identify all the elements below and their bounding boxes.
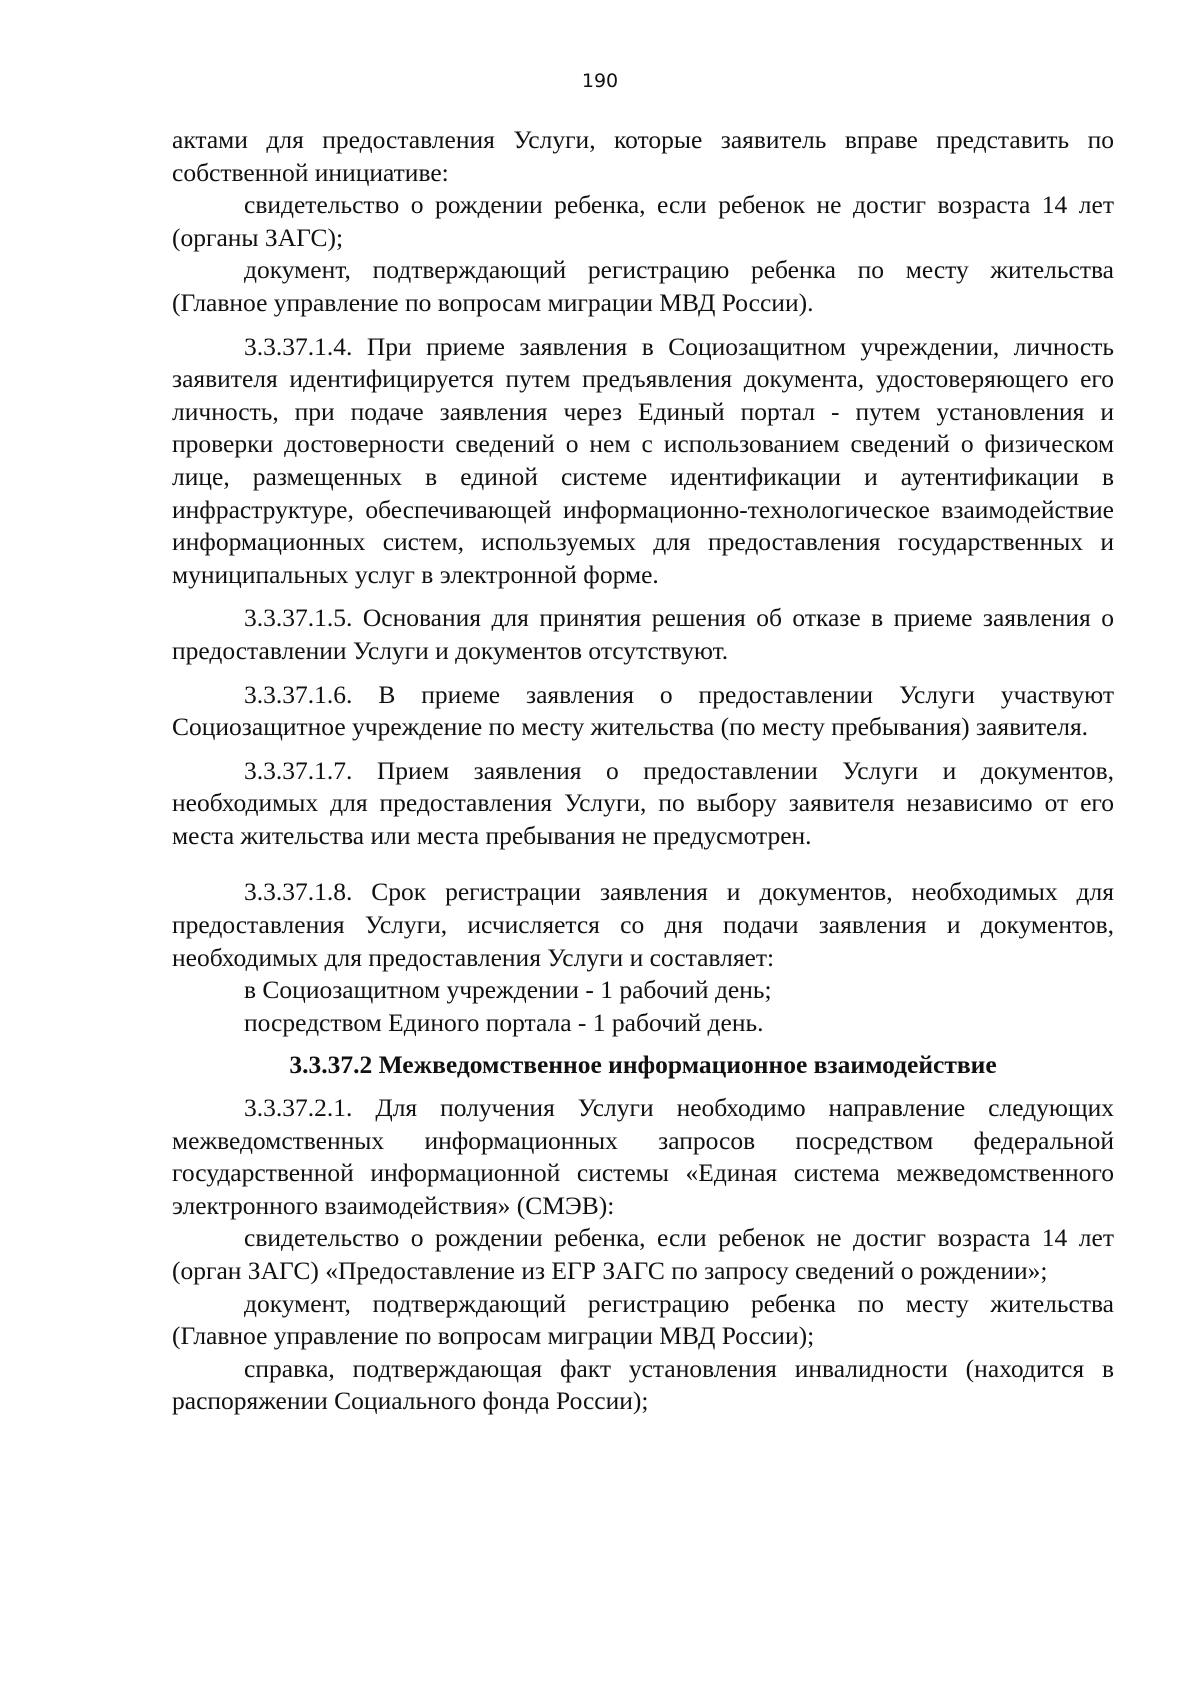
paragraph-3-3-37-1-7: 3.3.37.1.7. Прием заявления о предоставлении Услуги и документов, необходимых для предоставления Услуги, по выбору заявителя независимо от его места жительства или места пребывания не предусмотрен.: [172, 755, 1114, 850]
paragraph-3-3-37-1-8: 3.3.37.1.8. Срок регистрации заявления и документов, необходимых для предоставления Услуги, исчисляется со дня подачи заявления и документов, необходимых для предоставления Услуги и составляет:: [172, 877, 1114, 972]
page-number: 190: [581, 70, 619, 92]
section-heading-3-3-37-2: 3.3.37.2 Межведомственное информационное взаимодействие: [289, 1050, 997, 1080]
document-body: [172, 124, 1114, 1418]
paragraph-term-institution: в Социозащитном учреждении - 1 рабочий день;: [244, 975, 772, 1005]
paragraph-birth-certificate: свидетельство о рождении ребенка, если ребенок не достиг возраста 14 лет (органы ЗАГС);: [172, 190, 1114, 252]
paragraph-request-disability: справка, подтверждающая факт установления инвалидности (находится в распоряжении Социального фонда России);: [172, 1353, 1114, 1416]
paragraph-3-3-37-1-5: 3.3.37.1.5. Основания для принятия решения об отказе в приеме заявления о предоставлении Услуги и документов отсутствуют.: [172, 603, 1114, 665]
paragraph-3-3-37-2-1: 3.3.37.2.1. Для получения Услуги необходимо направление следующих межведомственных информационных запросов посредством федеральной государственной информационной системы «Единая система межведомственного электронного взаимодействия» (СМЭВ):: [172, 1093, 1114, 1220]
paragraph-continuation: актами для предоставления Услуги, которые заявитель вправе представить по собственной инициативе:: [172, 125, 1114, 187]
paragraph-request-residence: документ, подтверждающий регистрацию ребенка по месту жительства (Главное управление по вопросам миграции МВД России);: [172, 1288, 1114, 1351]
paragraph-residence-document: документ, подтверждающий регистрацию ребенка по месту жительства (Главное управление по вопросам миграции МВД России).: [172, 255, 1114, 317]
paragraph-3-3-37-1-4: 3.3.37.1.4. При приеме заявления в Социозащитном учреждении, личность заявителя идентифицируется путем предъявления документа, удостоверяющего его личность, при подаче заявления через Единый портал - путем установления и проверки достоверности сведений о нем с использованием сведений о физическом лице, размещенных в единой системе идентификации и аутентификации в инфраструктуре, обеспечивающей информационно-технологическое взаимодействие информационных систем, используемых для предоставления государственных и муниципальных услуг в электронной форме.: [172, 331, 1114, 589]
paragraph-request-birth: свидетельство о рождении ребенка, если ребенок не достиг возраста 14 лет (орган ЗАГС) «Предоставление из ЕГР ЗАГС по запросу сведений о рождении»;: [172, 1223, 1114, 1285]
paragraph-3-3-37-1-6: 3.3.37.1.6. В приеме заявления о предоставлении Услуги участвуют Социозащитное учреждение по месту жительства (по месту пребывания) заявителя.: [172, 679, 1114, 742]
paragraph-term-portal: посредством Единого портала - 1 рабочий день.: [244, 1007, 764, 1037]
